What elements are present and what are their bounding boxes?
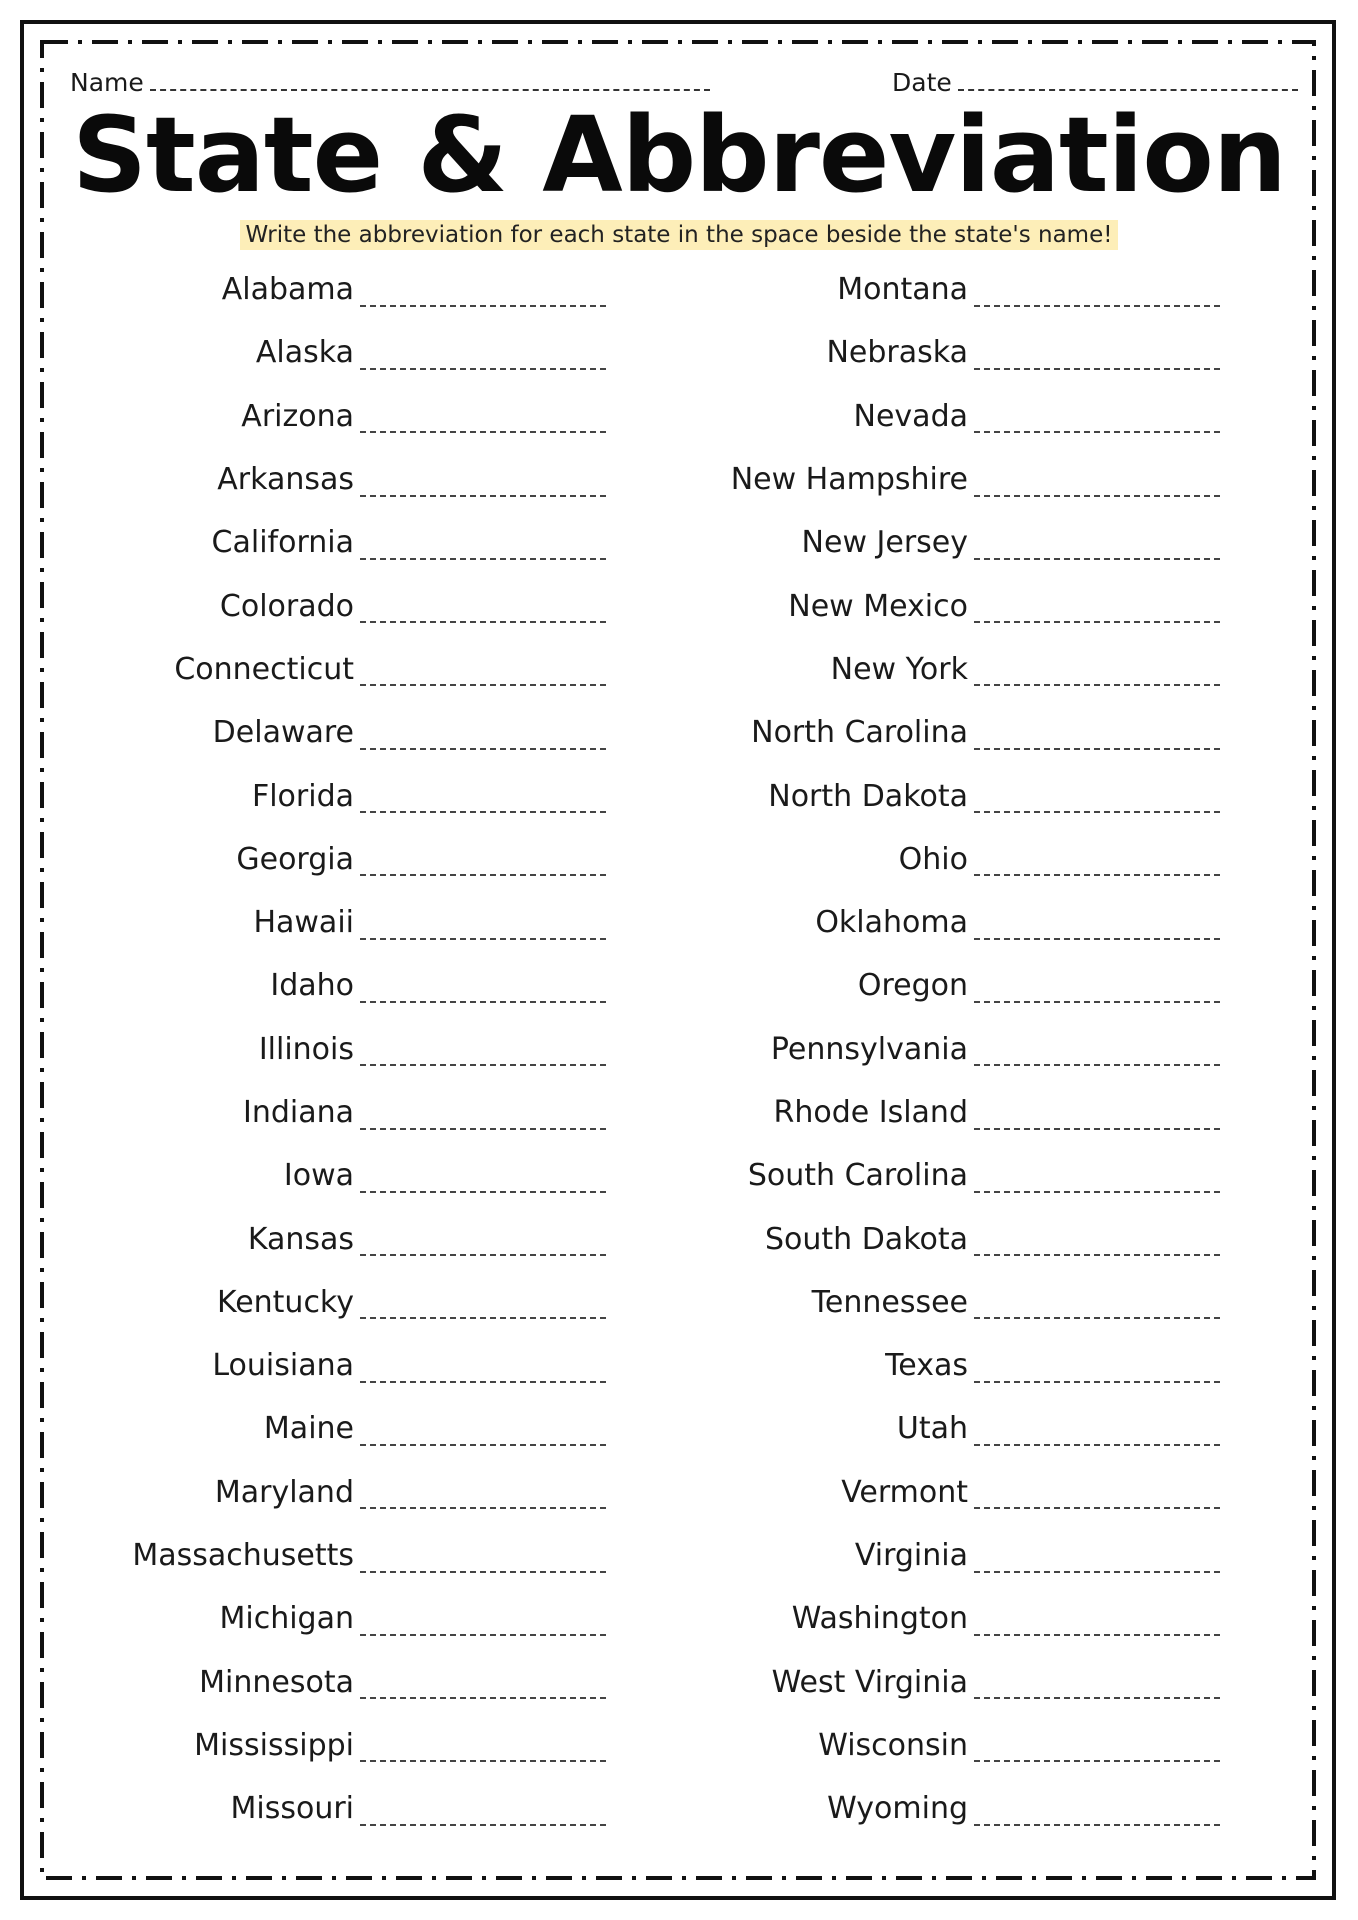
state-row: [656, 1651, 1256, 1714]
state-name: Mississippi: [194, 1727, 354, 1763]
abbreviation-blank[interactable]: [974, 1234, 1220, 1256]
abbreviation-blank[interactable]: [360, 348, 606, 370]
state-row: [40, 1461, 640, 1524]
state-name: Maine: [263, 1411, 354, 1447]
state-row: [40, 638, 640, 701]
state-row: [40, 1397, 640, 1460]
abbreviation-blank[interactable]: [974, 538, 1220, 560]
state-name: Idaho: [270, 968, 354, 1004]
state-row: [656, 1461, 1256, 1524]
abbreviation-blank[interactable]: [974, 601, 1220, 623]
state-name: Virginia: [854, 1538, 968, 1574]
state-name: Nevada: [853, 398, 968, 434]
state-row: [656, 1081, 1256, 1144]
state-row: [40, 1334, 640, 1397]
state-name: Georgia: [236, 841, 354, 877]
abbreviation-blank[interactable]: [974, 1424, 1220, 1446]
state-name: Nebraska: [826, 335, 968, 371]
state-name: Michigan: [219, 1601, 354, 1637]
instruction-text: Write the abbreviation for each state in the space beside the state's name!: [240, 220, 1119, 250]
state-row: [40, 1714, 640, 1777]
state-row: [40, 258, 640, 321]
state-name: Oregon: [857, 968, 968, 1004]
abbreviation-blank[interactable]: [360, 1487, 606, 1509]
abbreviation-blank[interactable]: [974, 411, 1220, 433]
abbreviation-blank[interactable]: [360, 791, 606, 813]
state-name: Connecticut: [174, 651, 354, 687]
state-row: [656, 701, 1256, 764]
abbreviation-blank[interactable]: [974, 918, 1220, 940]
state-row: [40, 574, 640, 637]
state-row: [656, 258, 1256, 321]
state-row: [40, 1018, 640, 1081]
state-name: Colorado: [219, 588, 354, 624]
state-row: [656, 828, 1256, 891]
state-name: Rhode Island: [773, 1095, 968, 1130]
left-state-column: [40, 258, 640, 1840]
abbreviation-blank[interactable]: [360, 411, 606, 433]
state-name: New York: [830, 651, 968, 687]
state-row: [40, 1271, 640, 1334]
state-name: Minnesota: [199, 1664, 354, 1700]
abbreviation-blank[interactable]: [974, 1551, 1220, 1573]
state-name: New Mexico: [788, 588, 968, 624]
state-row: [40, 891, 640, 954]
abbreviation-blank[interactable]: [360, 285, 606, 307]
abbreviation-blank[interactable]: [360, 1740, 606, 1762]
abbreviation-blank[interactable]: [360, 981, 606, 1003]
name-blank[interactable]: [150, 87, 710, 91]
state-row: [656, 638, 1256, 701]
state-name: North Carolina: [751, 715, 968, 751]
abbreviation-blank[interactable]: [360, 1108, 606, 1130]
state-name: North Dakota: [768, 778, 968, 814]
state-name: Texas: [885, 1348, 968, 1384]
abbreviation-blank[interactable]: [360, 664, 606, 686]
state-row: [656, 891, 1256, 954]
abbreviation-blank[interactable]: [974, 1614, 1220, 1636]
abbreviation-blank[interactable]: [974, 1044, 1220, 1066]
state-name: South Dakota: [764, 1221, 968, 1257]
state-name: Indiana: [242, 1095, 354, 1130]
state-name: Hawaii: [253, 905, 354, 941]
state-name: Illinois: [258, 1031, 354, 1067]
state-name: Florida: [251, 778, 354, 814]
state-row: [40, 954, 640, 1017]
date-field[interactable]: [892, 68, 1298, 97]
abbreviation-blank[interactable]: [974, 981, 1220, 1003]
state-row: [656, 321, 1256, 384]
abbreviation-blank[interactable]: [360, 538, 606, 560]
state-name: Utah: [896, 1411, 968, 1447]
date-blank[interactable]: [958, 87, 1298, 91]
abbreviation-blank[interactable]: [360, 1804, 606, 1826]
state-row: [40, 1651, 640, 1714]
state-name: Washington: [791, 1601, 968, 1637]
state-name: South Carolina: [747, 1158, 968, 1194]
abbreviation-blank[interactable]: [360, 1171, 606, 1193]
state-row: [40, 385, 640, 448]
abbreviation-blank[interactable]: [360, 1297, 606, 1319]
state-name: Oklahoma: [815, 905, 968, 941]
right-state-column: [656, 258, 1256, 1840]
state-row: [40, 701, 640, 764]
state-row: [40, 1587, 640, 1650]
abbreviation-blank[interactable]: [974, 1740, 1220, 1762]
state-name: New Hampshire: [730, 462, 968, 498]
state-name: Missouri: [230, 1791, 354, 1827]
state-row: [40, 828, 640, 891]
name-label: Name: [70, 68, 144, 97]
state-row: [656, 764, 1256, 827]
abbreviation-blank[interactable]: [974, 348, 1220, 370]
state-row: [40, 1777, 640, 1840]
abbreviation-blank[interactable]: [974, 854, 1220, 876]
state-name: Kentucky: [217, 1284, 354, 1320]
state-name: Pennsylvania: [770, 1031, 968, 1067]
state-name: Wyoming: [827, 1791, 968, 1827]
abbreviation-blank[interactable]: [974, 1108, 1220, 1130]
state-row: [656, 511, 1256, 574]
state-name: Louisiana: [212, 1348, 354, 1384]
abbreviation-blank[interactable]: [974, 475, 1220, 497]
state-row: [656, 385, 1256, 448]
state-row: [656, 1397, 1256, 1460]
state-row: [40, 1207, 640, 1270]
abbreviation-blank[interactable]: [360, 728, 606, 750]
abbreviation-blank[interactable]: [360, 1677, 606, 1699]
state-row: [656, 1587, 1256, 1650]
state-row: [40, 1524, 640, 1587]
state-name: Wisconsin: [818, 1727, 968, 1763]
abbreviation-blank[interactable]: [360, 1044, 606, 1066]
state-row: [656, 1334, 1256, 1397]
state-row: [656, 1207, 1256, 1270]
abbreviation-blank[interactable]: [360, 854, 606, 876]
state-row: [40, 1144, 640, 1207]
state-row: [656, 1144, 1256, 1207]
state-row: [40, 1081, 640, 1144]
state-name: Ohio: [898, 841, 968, 877]
abbreviation-blank[interactable]: [360, 601, 606, 623]
abbreviation-blank[interactable]: [360, 918, 606, 940]
state-name: Alabama: [221, 272, 354, 308]
state-name: Massachusetts: [132, 1538, 354, 1574]
state-name: West Virginia: [771, 1664, 968, 1700]
state-name: California: [211, 525, 354, 561]
abbreviation-blank[interactable]: [360, 1234, 606, 1256]
state-row: [40, 764, 640, 827]
state-name: Iowa: [283, 1158, 354, 1194]
abbreviation-blank[interactable]: [974, 791, 1220, 813]
abbreviation-blank[interactable]: [974, 1677, 1220, 1699]
date-label: Date: [892, 68, 952, 97]
state-row: [656, 1714, 1256, 1777]
state-row: [656, 954, 1256, 1017]
state-name: Vermont: [841, 1474, 968, 1510]
worksheet-title: State & Abbreviation: [72, 94, 1286, 216]
state-name: Montana: [837, 272, 968, 308]
state-name: Arizona: [241, 398, 354, 434]
name-field[interactable]: [70, 68, 710, 97]
abbreviation-blank[interactable]: [974, 664, 1220, 686]
state-row: [40, 511, 640, 574]
state-name: Tennessee: [811, 1284, 968, 1320]
abbreviation-blank[interactable]: [360, 1424, 606, 1446]
state-row: [656, 1524, 1256, 1587]
state-name: Maryland: [214, 1474, 354, 1510]
abbreviation-blank[interactable]: [974, 1297, 1220, 1319]
abbreviation-blank[interactable]: [974, 728, 1220, 750]
abbreviation-blank[interactable]: [974, 1171, 1220, 1193]
state-row: [656, 1018, 1256, 1081]
instruction-wrap: [0, 220, 1358, 250]
abbreviation-blank[interactable]: [974, 1487, 1220, 1509]
abbreviation-blank[interactable]: [974, 285, 1220, 307]
state-row: [40, 448, 640, 511]
state-row: [656, 574, 1256, 637]
abbreviation-blank[interactable]: [360, 475, 606, 497]
state-name: Arkansas: [217, 462, 354, 498]
state-name: New Jersey: [801, 525, 968, 561]
state-row: [656, 1271, 1256, 1334]
abbreviation-blank[interactable]: [360, 1614, 606, 1636]
abbreviation-blank[interactable]: [974, 1361, 1220, 1383]
state-row: [656, 448, 1256, 511]
state-name: Kansas: [247, 1221, 354, 1257]
state-name: Alaska: [255, 335, 354, 371]
state-row: [656, 1777, 1256, 1840]
state-row: [40, 321, 640, 384]
abbreviation-blank[interactable]: [974, 1804, 1220, 1826]
abbreviation-blank[interactable]: [360, 1361, 606, 1383]
state-name: Delaware: [212, 715, 354, 751]
abbreviation-blank[interactable]: [360, 1551, 606, 1573]
